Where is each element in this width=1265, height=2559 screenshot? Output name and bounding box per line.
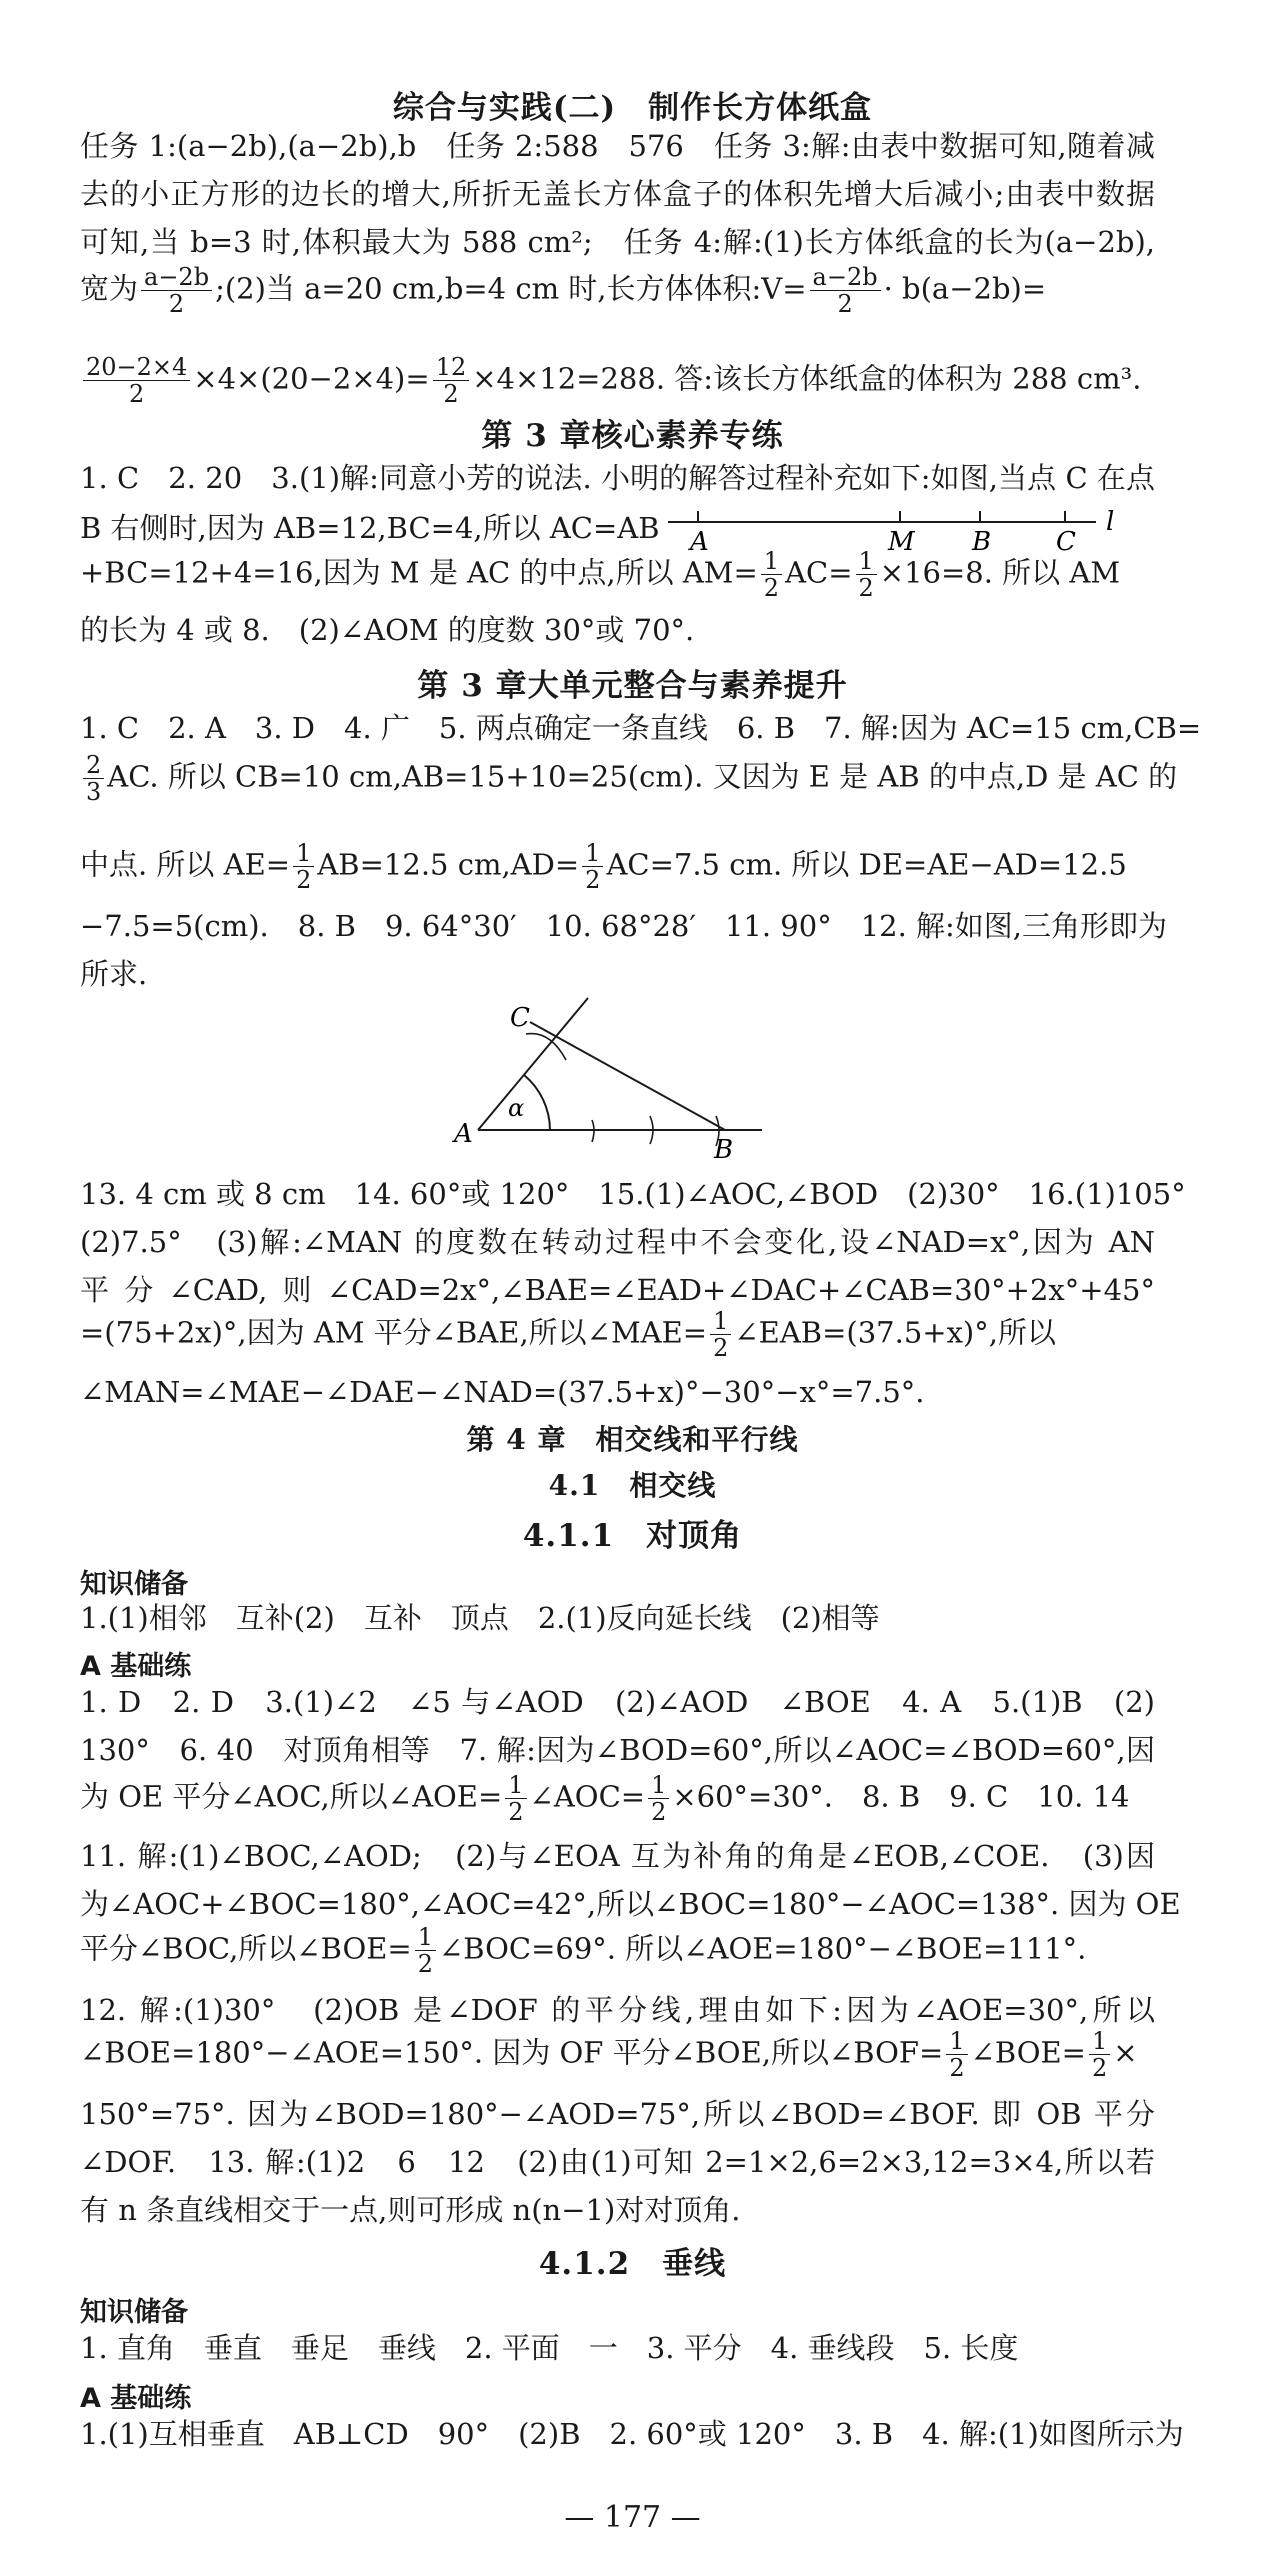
text-line: (2)7.5° (3)解:∠MAN 的度数在转动过程中不会变化,设∠NAD=x°,因为 AN: [80, 1225, 1155, 1259]
text-line: 1. C 2. 20 3.(1)解:同意小芳的说法. 小明的解答过程补充如下:如图,当点 C 在点: [80, 461, 1155, 495]
fraction: $\frac{1}{2}$: [946, 2028, 967, 2081]
text-line: ∠DOF. 13. 解:(1)2 6 12 (2)由(1)可知 2=1×2,6=2×3,12=3×4,所以若: [80, 2145, 1155, 2179]
text-line: 中点. 所以 AE= $\frac{1}{2}$ AB=12.5 cm,AD= $\frac{1}{2}$ AC=7.5 cm. 所以 DE=AE−AD=12.5: [80, 839, 1127, 894]
fraction: $\frac{1}{2}$: [761, 548, 782, 601]
text-line: 150°=75°. 因为∠BOD=180°−∠AOD=75°,所以∠BOD=∠BOF. 即 OB 平分: [80, 2097, 1155, 2131]
text-line: 平分∠BOC,所以∠BOE= $\frac{1}{2}$ ∠BOC=69°. 所以∠AOE=180°−∠BOE=111°.: [80, 1923, 1087, 1978]
text-line: 1. C 2. A 3. D 4. 广 5. 两点确定一条直线 6. B 7. 解:因为 AC=15 cm,CB=: [80, 711, 1202, 745]
text-line: B 右侧时,因为 AB=12,BC=4,所以 AC=AB: [80, 511, 660, 545]
subhead-basic: A 基础练: [80, 2383, 192, 2414]
subhead-knowledge: 知识储备: [80, 2297, 188, 2328]
number-line-svg: [668, 496, 1128, 556]
label-l: l: [1106, 507, 1115, 537]
text-line: ∠MAN=∠MAE−∠DAE−∠NAD=(37.5+x)°−30°−x°=7.5°.: [80, 1375, 925, 1409]
section-title-4-1: 4.1 相交线: [548, 1469, 717, 1502]
fraction: $\frac{1}{2}$: [293, 840, 314, 893]
text-line: 为∠AOC+∠BOC=180°,∠AOC=42°,所以∠BOC=180°−∠AOC=138°. 因为 OE: [80, 1887, 1181, 1921]
label-a: A: [690, 527, 709, 556]
fraction: $\frac{1}{2}$: [856, 548, 877, 601]
text-line: 有 n 条直线相交于一点,则可形成 n(n−1)对对顶角.: [80, 2193, 741, 2227]
segment-cb: [530, 1022, 725, 1130]
label-alpha: α: [508, 1094, 525, 1122]
text-line: −7.5=5(cm). 8. B 9. 64°30′ 10. 68°28′ 11. 90° 12. 解:如图,三角形即为: [80, 909, 1168, 943]
fraction: $\frac{1}{2}$: [582, 840, 603, 893]
fraction: $\frac{2}{3}$: [83, 752, 104, 805]
label-a: A: [454, 1119, 473, 1149]
text-line: 去的小正方形的边长的增大,所折无盖长方体盒子的体积先增大后减小;由表中数据: [80, 177, 1155, 211]
subhead-knowledge: 知识储备: [80, 1569, 188, 1600]
angle-arc: [524, 1075, 550, 1130]
text-line: 11. 解:(1)∠BOC,∠AOD; (2)与∠EOA 互为补角的角是∠EOB,∠COE. (3)因: [80, 1839, 1155, 1873]
label-c: C: [510, 1003, 530, 1033]
fraction: $\frac{1}{2}$: [710, 1308, 731, 1361]
fraction: $\frac{a-2b}{2}$: [810, 264, 881, 317]
text-line: ∠BOE=180°−∠AOE=150°. 因为 OF 平分∠BOE,所以∠BOF= $\frac{1}{2}$ ∠BOE= $\frac{1}{2}$ ×: [80, 2027, 1138, 2082]
fraction: $\frac{a-2b}{2}$: [141, 264, 212, 317]
section-title-practice: 综合与实践(二) 制作长方体纸盒: [392, 90, 873, 126]
text-line: 为 OE 平分∠AOC,所以∠AOE= $\frac{1}{2}$ ∠AOC= $\frac{1}{2}$ ×60°=30°. 8. B 9. C 10. 14: [80, 1771, 1130, 1826]
text-line: 的长为 4 或 8. (2)∠AOM 的度数 30°或 70°.: [80, 613, 695, 647]
text-line: =(75+2x)°,因为 AM 平分∠BAE,所以∠MAE= $\frac{1}{2}$ ∠EAB=(37.5+x)°,所以: [80, 1307, 1056, 1362]
section-title-4-1-2: 4.1.2 垂线: [538, 2246, 727, 2282]
section-title-ch3-unit: 第 3 章大单元整合与素养提升: [417, 668, 848, 704]
chapter-title-ch4: 第 4 章 相交线和平行线: [466, 1423, 799, 1456]
ray-ac: [478, 998, 588, 1130]
section-title-ch3-core: 第 3 章核心素养专练: [481, 418, 784, 454]
text-line: $\frac{20-2\times 4}{2}$ ×4×(20−2×4)= $\frac{12}{2}$ ×4×12=288. 答:该长方体纸盒的体积为 288 cm³.: [80, 354, 1141, 407]
text-line: 12. 解:(1)30° (2)OB 是∠DOF 的平分线,理由如下:因为∠AOE=30°,所以: [80, 1993, 1155, 2027]
page-number: — 177 —: [564, 2500, 701, 2535]
fraction: $\frac{1}{2}$: [505, 1772, 526, 1825]
text-line: 所求.: [80, 957, 148, 991]
text-line: 宽为 $\frac{a-2b}{2}$ ;(2)当 a=20 cm,b=4 cm 时,长方体体积:V= $\frac{a-2b}{2}$ · b(a−2b)=: [80, 263, 1047, 318]
text-line: 任务 1:(a−2b),(a−2b),b 任务 2:588 576 任务 3:解:由表中数据可知,随着减: [80, 129, 1155, 163]
text-line: 1.(1)相邻 互补(2) 互补 顶点 2.(1)反向延长线 (2)相等: [80, 1601, 880, 1635]
text-line: 平分∠CAD,则∠CAD=2x°,∠BAE=∠EAD+∠DAC+∠CAB=30°+2x°+45°: [80, 1273, 1155, 1307]
text-line: 1.(1)互相垂直 AB⊥CD 90° (2)B 2. 60°或 120° 3. B 4. 解:(1)如图所示为: [80, 2417, 1184, 2451]
section-title-4-1-1: 4.1.1 对顶角: [522, 1518, 743, 1554]
text-line: 130° 6. 40 对顶角相等 7. 解:因为∠BOD=60°,所以∠AOC=∠BOD=60°,因: [80, 1733, 1155, 1767]
fraction: $\frac{1}{2}$: [1089, 2028, 1110, 2081]
text-line: $\frac{2}{3}$ AC. 所以 CB=10 cm,AB=15+10=25(cm). 又因为 E 是 AB 的中点,D 是 AC 的: [80, 752, 1177, 805]
subhead-basic: A 基础练: [80, 1651, 192, 1682]
text-line: 13. 4 cm 或 8 cm 14. 60°或 120° 15.(1)∠AOC,∠BOD (2)30° 16.(1)105°: [80, 1177, 1186, 1211]
triangle-svg: [450, 990, 790, 1170]
fraction: $\frac{12}{2}$: [433, 354, 470, 407]
fraction: $\frac{20-2\times 4}{2}$: [83, 354, 190, 407]
label-m: M: [888, 527, 915, 556]
text-line: 可知,当 b=3 时,体积最大为 588 cm²; 任务 4:解:(1)长方体纸盒的长为(a−2b),: [80, 225, 1155, 259]
fraction: $\frac{1}{2}$: [415, 1924, 436, 1977]
fraction: $\frac{1}{2}$: [648, 1772, 669, 1825]
text-line: 1. 直角 垂直 垂足 垂线 2. 平面 一 3. 平分 4. 垂线段 5. 长度: [80, 2331, 1019, 2365]
label-b: B: [972, 527, 992, 556]
text-line: 1. D 2. D 3.(1)∠2 ∠5 与∠AOD (2)∠AOD ∠BOE 4. A 5.(1)B (2): [80, 1685, 1155, 1719]
label-b: B: [714, 1135, 734, 1165]
text-line: +BC=12+4=16,因为 M 是 AC 的中点,所以 AM= $\frac{1}{2}$ AC= $\frac{1}{2}$ ×16=8. 所以 AM: [80, 547, 1121, 602]
triangle-figure: [450, 990, 790, 1174]
label-c: C: [1056, 527, 1076, 556]
